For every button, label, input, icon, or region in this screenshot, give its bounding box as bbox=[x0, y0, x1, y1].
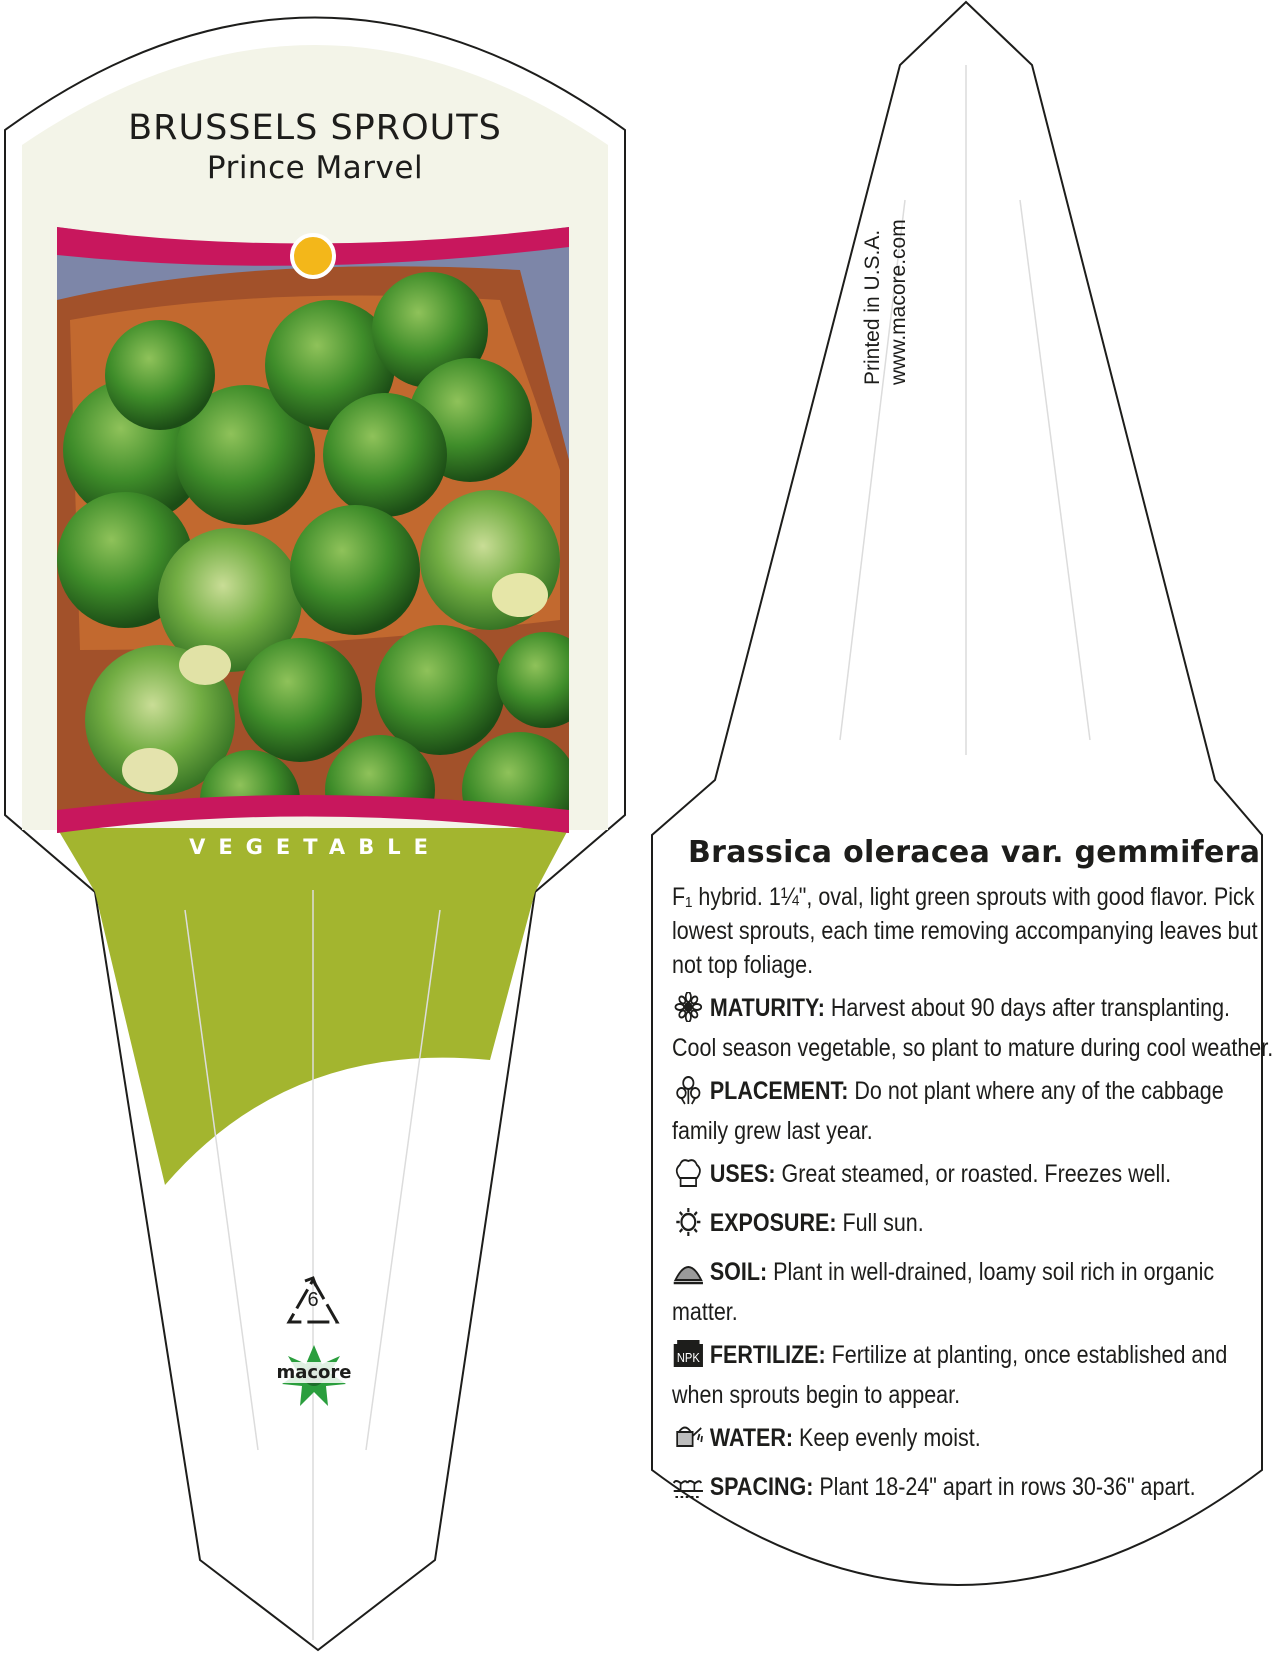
description: F₁ hybrid. 1¼", oval, light green sprouts with good flavor. Pick lowest sprouts, each time removing accompanying leaves but not top foliage. bbox=[672, 883, 1258, 979]
flower-icon bbox=[672, 992, 710, 1031]
print-info bbox=[860, 185, 920, 385]
placement-row: PLACEMENT: Do not plant where any of the cabbage family grew last year. bbox=[672, 1077, 1224, 1145]
website: www.macore.com bbox=[887, 219, 910, 385]
printed-in: Printed in U.S.A. bbox=[861, 229, 884, 385]
maturity-row: MATURITY: Harvest about 90 days after transplanting. Cool season vegetable, so plant to mature during cool weather. bbox=[672, 994, 1274, 1062]
sun-icon bbox=[672, 1207, 710, 1246]
soil-row: SOIL: Plant in well-drained, loamy soil rich in organic matter. bbox=[672, 1258, 1215, 1326]
sun-dot-icon bbox=[292, 235, 334, 277]
uses-row: USES: Great steamed, or roasted. Freezes well. bbox=[672, 1157, 1274, 1197]
npk-icon bbox=[672, 1339, 710, 1378]
plant-name-title: BRUSSELS SPROUTS bbox=[128, 108, 502, 148]
water-row: WATER: Keep evenly moist. bbox=[672, 1421, 1274, 1461]
soil-icon bbox=[672, 1256, 710, 1295]
seedling-icon bbox=[672, 1471, 710, 1510]
category-label: VEGETABLE bbox=[189, 835, 441, 859]
latin-name: Brassica oleracea var. gemmifera bbox=[688, 835, 1261, 870]
back-info-block bbox=[668, 835, 1274, 1519]
exposure-row: EXPOSURE: Full sun. bbox=[672, 1206, 1274, 1246]
flower-cluster-icon bbox=[672, 1075, 710, 1114]
recycle-number: 6 bbox=[307, 1289, 319, 1311]
logo-wordmark: macore bbox=[270, 1362, 358, 1383]
watering-can-icon bbox=[672, 1422, 710, 1461]
product-photo bbox=[57, 227, 593, 850]
svg-text:NPK: NPK bbox=[676, 1350, 700, 1366]
chef-hat-icon bbox=[672, 1158, 710, 1197]
variety-name: Prince Marvel bbox=[206, 150, 424, 186]
spacing-row: SPACING: Plant 18-24" apart in rows 30-36" apart. bbox=[672, 1470, 1274, 1510]
fertilize-row: NPK FERTILIZE: Fertilize at planting, once established and when sprouts begin to appear. bbox=[672, 1341, 1228, 1409]
